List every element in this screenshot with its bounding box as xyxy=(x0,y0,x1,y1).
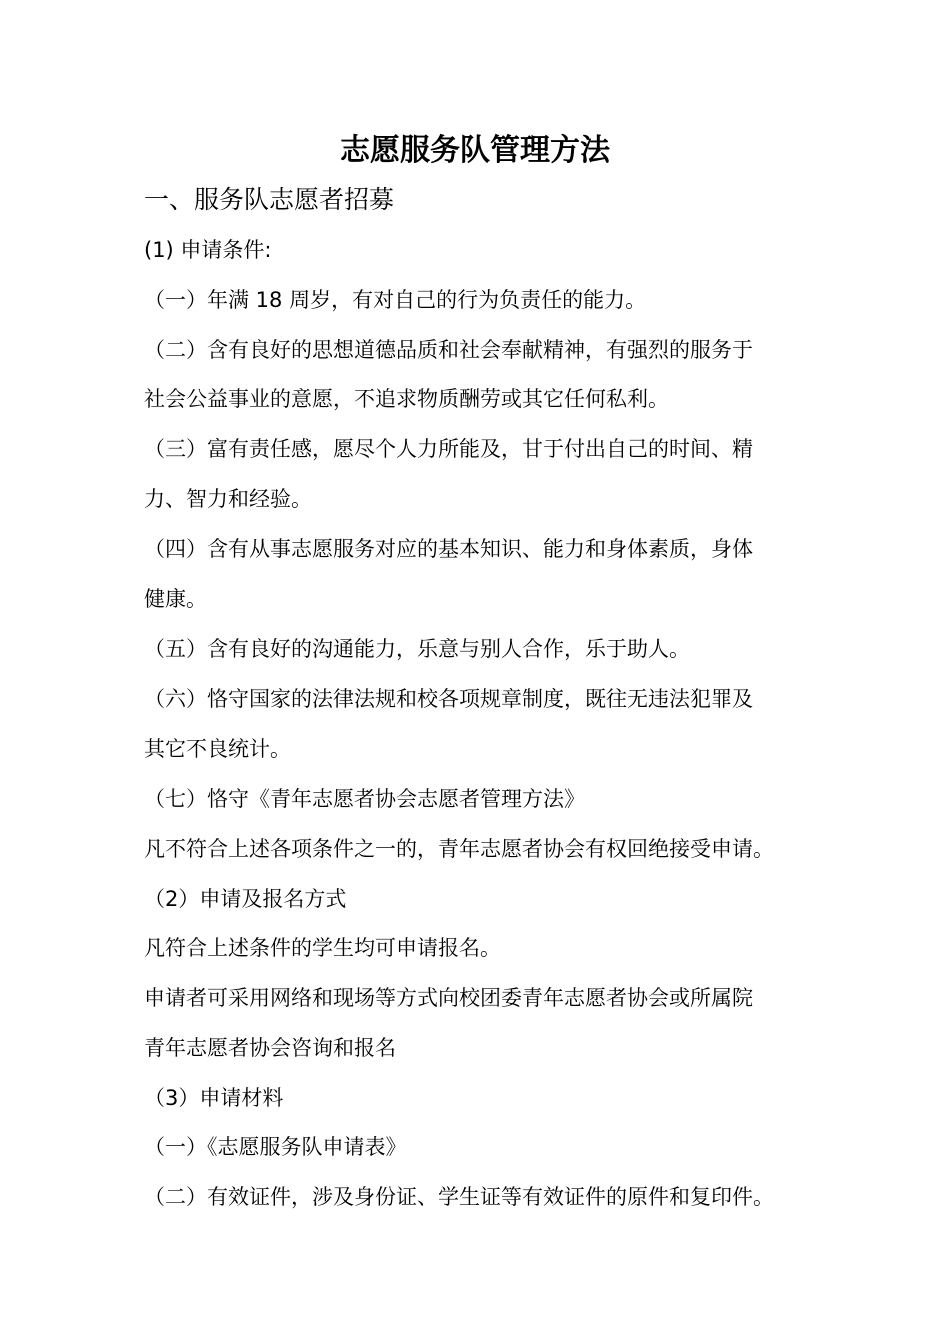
application-text-1: 凡符合上述条件的学生均可申请报名。 xyxy=(144,936,501,960)
condition-item-5: （五）含有良好的沟通能力，乐意与别人合作，乐于助人。 xyxy=(144,637,690,661)
condition-item-6: （六）恪守国家的法律法规和校各项规章制度，既往无违法犯罪及 xyxy=(144,687,753,711)
condition-item-3: （三）富有责任感，愿尽个人力所能及，甘于付出自己的时间、精 xyxy=(144,437,753,461)
rejection-clause: 凡不符合上述各项条件之一的，青年志愿者协会有权回绝接受申请。 xyxy=(144,837,774,861)
subsection-heading-application: （2）申请及报名方式 xyxy=(144,887,347,911)
condition-item-4-continued: 健康。 xyxy=(144,587,207,611)
material-item-2: （二）有效证件，涉及身份证、学生证等有效证件的原件和复印件。 xyxy=(144,1185,774,1209)
application-text-2-continued: 青年志愿者协会咨询和报名 xyxy=(144,1036,396,1060)
condition-item-6-continued: 其它不良统计。 xyxy=(144,737,291,761)
material-item-1: （一）《志愿服务队申请表》 xyxy=(144,1135,407,1159)
subsection-heading-materials: （3）申请材料 xyxy=(144,1086,284,1110)
section-heading-recruitment: 一、服务队志愿者招募 xyxy=(144,185,395,214)
condition-item-3-continued: 力、智力和经验。 xyxy=(144,487,312,511)
subsection-heading-conditions: (1) 申请条件: xyxy=(144,238,272,262)
condition-item-7: （七）恪守《青年志愿者协会志愿者管理方法》 xyxy=(144,787,585,811)
condition-item-1: （一）年满 18 周岁，有对自己的行为负责任的能力。 xyxy=(144,288,647,312)
condition-item-4: （四）含有从事志愿服务对应的基本知识、能力和身体素质，身体 xyxy=(144,537,753,561)
application-text-2: 申请者可采用网络和现场等方式向校团委青年志愿者协会或所属院 xyxy=(144,986,753,1010)
condition-item-2: （二）含有良好的思想道德品质和社会奉献精神，有强烈的服务于 xyxy=(144,338,753,362)
condition-item-2-continued: 社会公益事业的意愿，不追求物质酬劳或其它任何私利。 xyxy=(144,387,669,411)
document-title: 志愿服务队管理方法 xyxy=(340,133,610,168)
